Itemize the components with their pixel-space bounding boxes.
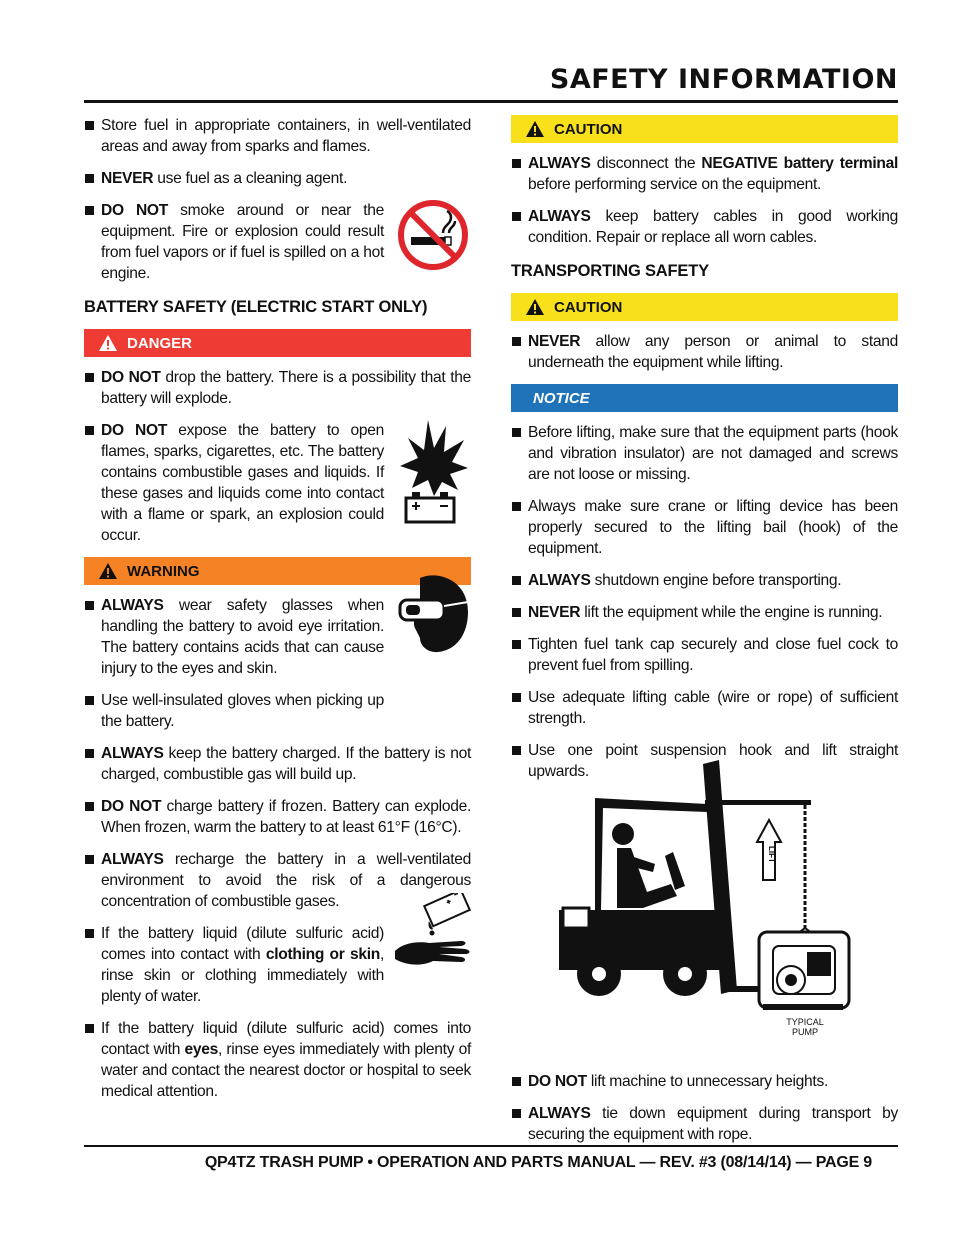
page-title: SAFETY INFORMATION	[549, 64, 898, 95]
list-item: Always make sure crane or lifting device has been properly secured to the lifting bail (hook) of the equipment.	[511, 496, 898, 559]
list-item: NEVER lift the equipment while the engine is running.	[511, 602, 898, 623]
list-item: Before lifting, make sure that the equipment parts (hook and vibration insulator) are not damaged and screws are not loose or missing.	[511, 422, 898, 485]
figure-caption-typical: TYPICAL	[786, 1017, 824, 1027]
caution-banner-2	[511, 293, 898, 321]
list-item: DO NOT lift machine to unnecessary heights.	[511, 1071, 898, 1092]
list-item: DO NOT drop the battery. There is a possibility that the battery will explode.	[84, 367, 471, 409]
list-item: NEVER use fuel as a cleaning agent.	[84, 168, 471, 189]
notice-banner	[511, 384, 898, 412]
battery-explosion-icon	[398, 418, 470, 526]
notice-label: NOTICE	[533, 389, 590, 407]
warning-triangle-icon	[525, 298, 545, 316]
list-item: ALWAYS keep the battery charged. If the battery is not charged, combustible gas will build up.	[84, 743, 471, 785]
figure-caption-pump: PUMP	[791, 1027, 819, 1037]
list-item: Use one point suspension hook and lift straight upwards.	[511, 740, 898, 782]
list-item: If the battery liquid (dilute sulfuric acid) comes into contact with eyes, rinse eyes immediately with plenty of water and contact the nearest doctor or hospital to seek medical attention.	[84, 1018, 471, 1102]
caution-banner	[511, 115, 898, 143]
list-item: DO NOT charge battery if frozen. Battery can explode. When frozen, warm the battery to at least 61°F (16°C).	[84, 796, 471, 838]
list-item: If the battery liquid (dilute sulfuric acid) comes into contact with clothing or skin, rinse skin or clothing immediately with plenty of water.	[84, 923, 384, 1007]
lift-label: LIFT	[767, 846, 776, 863]
warning-label: WARNING	[127, 562, 200, 580]
acid-hand-icon	[393, 893, 473, 969]
list-item: ALWAYS wear safety glasses when handling the battery to avoid eye irritation. The battery contains acids that can cause injury to the eyes and skin.	[84, 595, 384, 679]
warning-triangle-icon	[98, 562, 118, 580]
list-item: Use adequate lifting cable (wire or rope) of sufficient strength.	[511, 687, 898, 729]
danger-banner	[84, 329, 471, 357]
list-item: DO NOT expose the battery to open flames, sparks, cigarettes, etc. The battery contains combustible gases and liquids. If these gases and liquids come into contact with a flame or spark, an explosion could occur.	[84, 420, 384, 546]
warning-triangle-icon	[525, 120, 545, 138]
footer-rule	[84, 1145, 898, 1147]
list-item: Use well-insulated gloves when picking up the battery.	[84, 690, 384, 732]
list-item: ALWAYS disconnect the NEGATIVE battery terminal before performing service on the equipment.	[511, 153, 898, 195]
caution-label: CAUTION	[554, 120, 623, 138]
list-item: Store fuel in appropriate containers, in well-ventilated areas and away from sparks and flames.	[84, 115, 471, 157]
transporting-safety-heading: TRANSPORTING SAFETY	[511, 262, 709, 280]
list-item: DO NOT smoke around or near the equipment. Fire or explosion could result from fuel vapors or if fuel is spilled on a hot engine.	[84, 200, 384, 284]
caution-label: CAUTION	[554, 298, 623, 316]
list-item: ALWAYS keep battery cables in good working condition. Repair or replace all worn cables.	[511, 206, 898, 248]
list-item: ALWAYS shutdown engine before transporting.	[511, 570, 898, 591]
warning-triangle-icon	[98, 334, 118, 352]
battery-safety-heading: BATTERY SAFETY (ELECTRIC START ONLY)	[84, 298, 428, 316]
header-rule	[84, 100, 898, 103]
list-item: NEVER allow any person or animal to stand underneath the equipment while lifting.	[511, 331, 898, 373]
list-item: ALWAYS recharge the battery in a well-ventilated environment to avoid the risk of a dangerous concentration of combustible gases.	[84, 849, 471, 912]
safety-glasses-icon	[398, 572, 470, 656]
forklift-lifting-pump-illustration	[555, 760, 865, 1040]
list-item: ALWAYS tie down equipment during transport by securing the equipment with rope.	[511, 1103, 898, 1145]
danger-label: DANGER	[127, 334, 193, 352]
list-item: Tighten fuel tank cap securely and close fuel cock to prevent fuel from spilling.	[511, 634, 898, 676]
page-footer: QP4TZ TRASH PUMP • OPERATION AND PARTS MANUAL — REV. #3 (08/14/14) — PAGE 9	[204, 1154, 872, 1171]
no-smoking-icon	[397, 199, 469, 271]
